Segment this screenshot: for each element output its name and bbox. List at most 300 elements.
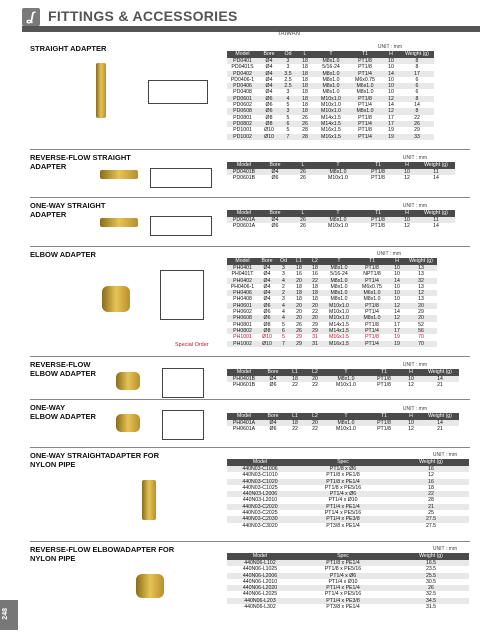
table-cell: Ø6 [269,382,277,389]
table-cell: M16x1.5 [323,341,355,347]
table-row [227,175,455,181]
table-cell: 25 [428,510,434,517]
table-cell: 18 [285,376,305,382]
reverse-straight-image [100,170,138,179]
table-cell: PH0802 [227,328,258,334]
table-cell: M10x1.0 [314,108,348,114]
table-cell: 16 [393,466,469,472]
table-cell: 17 [394,321,400,328]
table-cell: 6 [415,89,419,96]
table-cell: Ø6 [258,96,280,102]
table-cell: PT1/8 [348,58,382,64]
column-header: Weight (g) [417,210,455,217]
column-header: Model [227,553,293,560]
table-cell: 4 [276,278,291,284]
table-cell: Ø4 [258,71,280,77]
table-cell: 11 [417,217,455,223]
column-header: T [317,162,359,169]
table-cell: Ø4 [258,83,280,89]
table-cell: 26 [300,223,306,230]
column-header: Bore [261,162,289,169]
section-title-elbow [30,250,96,259]
table-cell: PT1/8 [367,376,401,382]
table-cell: 22 [292,426,298,433]
table-cell: 18 [302,102,308,109]
table-cell: 19 [388,127,394,134]
table-cell: PD1001 [233,127,252,134]
table-cell: Ø4 [263,296,271,303]
table-cell: 22 [312,309,318,316]
table-cell: 14 [414,102,420,109]
table-cell: PT1/4 [348,71,382,77]
table-cell: PT1/4 x Ø10 [328,497,358,504]
table-cell: 22 [307,278,323,284]
section-title-line: ADAPTER [30,210,67,219]
table-cell: 440N06-L2025 [242,591,278,598]
table-cell: 31.5 [425,604,437,611]
table-cell: M8x1.0 [317,169,359,175]
table-cell: 440N03-C1006 [227,466,293,472]
section-title-line: ELBOW ADAPTER [30,369,96,378]
table-cell: 23.5 [425,566,437,573]
table-cell: 10 [394,296,400,303]
table-cell: 10 [388,76,394,83]
table-cell: 440N06-L1025 [242,566,278,573]
section-title-oneway_straight [30,201,105,219]
column-header: Weight (g) [421,369,459,376]
table-cell: PT1/4 x Ø10 [328,578,358,585]
special-order-label: Special Order [175,342,209,348]
table-cell: PT1/4 [358,102,372,109]
table-cell: 20 [307,315,323,321]
table-cell: Ø8 [258,121,280,127]
column-header: T1 [367,413,401,420]
table-cell: 6 [276,328,291,334]
column-header: Spec [293,553,393,560]
unit-label: UNIT : mm [402,155,427,161]
table-cell: M8x1.0 [323,278,355,284]
table-cell: M8x1.0 [322,76,340,83]
column-header: Weight (g) [393,553,469,560]
table-cell: Ø6 [258,108,280,114]
table-cell: 16 [393,479,469,485]
section-divider [30,356,470,357]
table-cell: 22 [292,382,298,389]
table-cell: 2 [276,290,291,296]
table-cell: 6 [280,121,296,127]
table-cell: M10x1.0 [329,309,349,316]
section-title-straight [30,44,106,53]
table-cell: 30.5 [425,578,437,585]
section-divider [30,541,470,542]
table-cell: PT1/4 [365,309,379,316]
table-cell: PD0401 [227,58,258,64]
table-cell: 17 [389,328,405,334]
table-cell: 3.5 [280,71,296,77]
table-cell: PH1001 [233,334,252,341]
section-title-line: NYLON PIPE [30,460,76,469]
table-cell: 34.5 [393,598,469,604]
table-cell: 440N06-L2010 [242,578,278,585]
table-cell: PT1/8 x Ø6 [293,466,393,472]
table-cell: 440N03-C2030 [227,516,293,522]
column-header: Model [227,210,261,217]
table-cell: PD0802 [227,121,258,127]
table-cell: PD0402 [227,71,258,77]
nylon-elbow-image [136,574,164,598]
table-cell: PH1002 [227,341,258,347]
table-cell: 22 [414,114,420,121]
table-cell: PT1/8 x PE5/16 [324,484,362,491]
section-title-line: REVERSE-FLOW [30,360,91,369]
table-cell: 26 [393,585,469,591]
table-cell: M14x1.5 [314,121,348,127]
table-cell: Ø4 [265,64,273,71]
table-cell: PT1/8 [377,426,391,433]
table-cell: 4 [280,96,296,102]
section-title-line: ONE-WAY [30,403,66,412]
table-row [227,516,469,522]
table-cell: 16 [312,271,318,278]
table-cell: 440N06-L102 [227,560,293,566]
table-cell: 28 [302,127,308,134]
table-cell: 33 [400,134,434,140]
table-cell: 70 [405,341,437,347]
column-header: Model [227,459,293,466]
table-cell: PT1/8 [358,114,372,121]
table-cell: 10 [389,265,405,271]
table-cell: 10 [401,420,421,426]
column-header: Model [227,369,261,376]
table-cell: M8x1.0 [330,296,348,303]
table-cell: 22 [312,382,318,389]
table-cell: 18 [307,265,323,271]
header-bar [22,26,480,32]
table-cell: 20 [305,420,325,426]
column-header: L1 [291,258,307,265]
column-header: Od [280,51,296,58]
table-cell: 20 [305,376,325,382]
table-cell: 5/16-24 [322,64,340,71]
table-cell: 22 [393,491,469,497]
table-row [227,223,455,229]
table-cell: M10x1.0 [314,96,348,102]
column-header: Model [227,413,261,420]
oneway-straight-image [100,218,138,227]
table-cell: 12 [382,96,400,102]
table-cell: 26 [296,321,302,328]
table-cell: 6 [400,83,434,89]
table-cell: 440N03-C1020 [227,479,293,485]
table-cell: PT1/4 x PE3/8 [293,516,393,522]
table-cell: Ø4 [265,89,273,96]
table-cell: 440N03-C2025 [242,510,278,517]
column-header: H [389,258,405,265]
table-cell: 18 [302,89,308,96]
table-cell: 20 [291,315,307,321]
spec-table-straight [227,51,434,140]
table-cell: Ø4 [258,290,276,296]
table-cell: 29 [414,127,420,134]
page-header [22,4,480,32]
section-divider [30,149,470,150]
table-cell: 26 [400,121,434,127]
table-cell: 10 [394,283,400,290]
table-cell: M8x1.0 [314,58,348,64]
table-cell: M8x1.0 [348,108,382,114]
page-number: 248 [2,608,9,620]
table-cell: 12 [408,426,414,433]
table-cell: PT1/8 [365,334,379,341]
table-cell: 21 [393,504,469,510]
table-cell: M14x1.5 [321,114,341,121]
spec-table-elbow [227,258,437,347]
table-cell: 26 [289,169,317,175]
table-cell: 14 [389,278,405,284]
table-cell: 440N06-L2006 [227,573,293,579]
column-header: T1 [348,51,382,58]
table-cell: M10x1.0 [336,382,356,389]
table-cell: 12 [405,290,437,296]
unit-label: UNIT : mm [402,362,427,368]
elbow-adapter-image [102,286,130,312]
table-cell: Ø6 [258,315,276,321]
table-cell: 10 [389,290,405,296]
table-cell: 3 [286,89,290,96]
table-cell: PT1/8 [359,217,397,223]
table-cell: M16x1.5 [329,334,349,341]
column-header: L1 [285,369,305,376]
table-cell: 5 [286,114,290,121]
table-cell: 21 [437,426,443,433]
table-cell: 18 [312,296,318,303]
table-row [227,591,469,597]
table-cell: 10 [382,58,400,64]
column-header: H [397,162,417,169]
table-cell: 32.5 [425,591,437,598]
table-cell: PT1/4 x Ø6 [293,491,393,497]
spec-table-reverse_straight [227,162,455,182]
table-cell: 31 [312,334,318,341]
column-header: T [317,210,359,217]
table-cell: 18 [291,290,307,296]
table-cell: PT1/4 [348,121,382,127]
table-row [227,566,469,572]
table-cell: 12 [428,472,434,479]
table-cell: PT1/4 x PE1/4 [293,504,393,510]
table-cell: 4 [282,309,285,316]
section-title-line: REVERSE-FLOW STRAIGHT [30,153,131,162]
table-cell: 29 [296,334,302,341]
table-cell: Ø10 [264,127,274,134]
table-cell: 14 [433,175,439,182]
column-header: T1 [359,162,397,169]
section-title-reverse_straight [30,153,131,171]
table-cell: PD0602 [233,102,252,109]
table-cell: PT1/4 x PE1/4 [293,585,393,591]
table-cell: M10x1.0 [321,102,341,109]
elbow-adapter-diagram [160,270,204,320]
table-cell: PT1/4 [348,134,382,140]
table-cell: PT1/8 x PE1/4 [293,560,393,566]
table-cell: 5 [286,127,290,134]
column-header: T1 [367,369,401,376]
table-cell: 32 [405,278,437,284]
column-header: Weight (g) [417,162,455,169]
table-cell: 7 [276,341,291,347]
table-cell: 56 [405,328,437,334]
table-cell: M8x1.0 [322,89,340,96]
table-cell: 4 [276,303,291,309]
table-cell: PD1002 [227,134,258,140]
section-title-nylon_elbow [30,545,174,563]
table-cell: PD0406 [227,83,258,89]
table-cell: PD0601 [227,96,258,102]
table-cell: PD0601A [232,223,256,230]
table-cell: 31 [307,341,323,347]
table-cell: PT1/4 x PE5/16 [324,591,362,598]
table-cell: PH0601 [227,303,258,309]
section-title-line: ELBOW ADAPTER [30,250,96,259]
column-header: Weight (g) [421,413,459,420]
table-cell: Ø8 [265,114,273,121]
table-cell: 440N03-L2006 [227,491,293,497]
table-cell: Ø6 [271,175,279,182]
table-cell: 7 [280,134,296,140]
table-cell: 20 [307,303,323,309]
table-cell: PD0401A [227,217,261,223]
table-cell: 26 [291,328,307,334]
table-cell: 14 [388,102,394,109]
table-cell: PT1/8 [355,265,389,271]
column-header: Model [227,51,258,58]
table-cell: 440N03-C1025 [242,484,278,491]
table-cell: Ø4 [263,271,271,278]
column-header: T1 [359,210,397,217]
section-title-line: ELBOW ADAPTER [30,412,96,421]
column-header: Weight (g) [393,459,469,466]
table-cell: PT1/4 x PE3/8 [293,598,393,604]
table-cell: 2.5 [284,76,292,83]
table-cell: PH0602 [233,309,252,316]
unit-label: UNIT : mm [376,251,401,257]
table-cell: 28 [428,497,434,504]
table-cell: 2 [282,283,285,290]
spec-table-nylon_straight [227,459,469,529]
table-cell: 19 [382,134,400,140]
table-cell: PT1/4 x Ø6 [293,573,393,579]
table-cell: PT1/8 [371,175,385,182]
table-cell: Ø6 [263,309,271,316]
table-cell: 52 [418,321,424,328]
table-cell: Ø4 [261,420,285,426]
table-cell: M6x0.75 [362,283,382,290]
table-cell: 16.5 [393,560,469,566]
table-cell: Ø4 [258,278,276,284]
table-cell: 28 [296,134,314,140]
section-divider [30,399,470,400]
table-cell: 14 [421,420,459,426]
table-cell: 3 [280,108,296,114]
column-header: T [325,369,367,376]
section-title-line: ONE-WAY STRAIGHTADAPTER FOR [30,451,160,460]
table-cell: 13 [418,296,424,303]
table-cell: Ø6 [269,426,277,433]
table-cell: 18 [296,283,302,290]
page-title: FITTINGS & ACCESSORIES [48,8,238,24]
table-cell: 6 [415,76,419,83]
table-row [227,604,469,610]
table-cell: 18 [285,420,305,426]
table-cell: PT1/4 x PE5/16 [324,510,362,517]
table-cell: Ø10 [258,134,280,140]
table-cell: M8x1.0 [317,217,359,223]
table-cell: 19 [389,341,405,347]
table-cell: 13 [418,283,424,290]
table-row [227,472,469,478]
table-cell: 13 [405,265,437,271]
spec-table-oneway_elbow [227,413,459,433]
table-cell: PH0601B [232,382,256,389]
section-title-line: NYLON PIPE [30,554,76,563]
table-cell: 18 [291,265,307,271]
table-cell: 18 [302,64,308,71]
table-cell: M8x1.0 [323,265,355,271]
table-cell: PT1/8 [355,303,389,309]
table-cell: 11 [417,169,455,175]
table-cell: 12 [382,108,400,114]
table-cell: 12 [404,175,410,182]
table-cell: 18 [302,76,308,83]
section-title-line: ADAPTER [30,162,67,171]
table-cell: 29 [291,341,307,347]
column-header: Bore [261,210,289,217]
table-cell: M8x1.0 [314,71,348,77]
table-cell: Ø10 [258,341,276,347]
column-header: L2 [305,369,325,376]
table-cell: PT1/8 [365,321,379,328]
table-cell: 3 [286,64,290,71]
section-title-line: REVERSE-FLOW ELBOWADAPTER FOR [30,545,175,554]
table-cell: 21 [437,382,443,389]
table-cell: 2.5 [280,83,296,89]
column-header: L2 [307,258,323,265]
table-cell: 14 [382,71,400,77]
table-cell: Ø4 [258,265,276,271]
table-row [227,479,469,485]
table-cell: M10x1.0 [328,175,348,182]
table-cell: 20 [291,278,307,284]
table-cell: Ø4 [263,283,271,290]
table-cell: PH0402 [227,278,258,284]
table-cell: PT1/8 x PE1/4 [293,479,393,485]
straight-adapter-image [96,63,106,118]
table-cell: M8x1.0 [325,420,367,426]
table-cell: PD0408 [233,89,252,96]
column-header: L [289,210,317,217]
table-cell: 18 [296,71,314,77]
section-title-nylon_straight [30,451,159,469]
section-divider [30,197,470,198]
table-cell: 25.5 [393,573,469,579]
table-cell: PT1/8 [367,420,401,426]
table-cell: PH0401 [227,265,258,271]
section-title-line: ONE-WAY STRAIGHT [30,201,106,210]
table-cell: M8x1.0 [323,290,355,296]
table-cell: M8x1.0 [363,296,381,303]
table-cell: M8x1.0 [355,315,389,321]
table-cell: 3 [282,296,285,303]
